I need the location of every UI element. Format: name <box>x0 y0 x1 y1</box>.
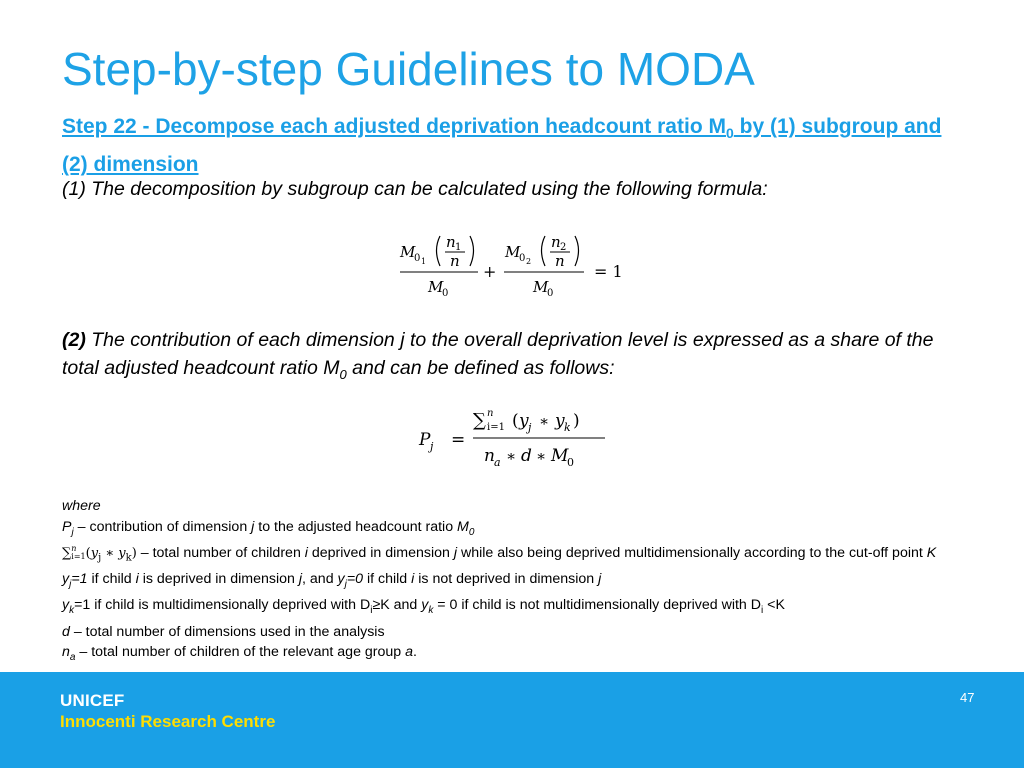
def-pj: $P_j$ – contribution of dimension j to the adjusted headcount ratio $M_0$ <box>62 518 475 538</box>
f2-star-1: ∗ <box>539 412 550 430</box>
f2-m0-sub: 0 <box>567 456 574 469</box>
dimension-formula <box>415 403 615 473</box>
part2-number: (2) <box>62 329 86 351</box>
step-heading-pre: Step 22 - Decompose each adjusted deprivation headcount ratio M <box>62 115 726 138</box>
f2-yk-sub: k <box>564 421 571 434</box>
f1-m02: M <box>505 243 521 261</box>
f1-m01-sub: 0 <box>414 253 421 264</box>
f1-n1: n <box>446 233 456 251</box>
f2-sum-top: n <box>487 408 494 419</box>
f1-n1-sub: 1 <box>455 242 462 253</box>
f1-n2-sub: 2 <box>560 242 567 253</box>
f1-paren-left-2 <box>542 236 546 266</box>
f2-star-3: ∗ <box>536 447 547 465</box>
f2-num-close: ) <box>573 411 580 431</box>
f2-na: n <box>484 446 495 466</box>
f1-equals-one: = 1 <box>594 262 623 281</box>
def-yj: $y_j=1$ if child i is deprived in dimension j, and $y_j=0$ if child i is not deprived in dimension j <box>62 570 602 590</box>
f2-d: d <box>521 446 532 466</box>
f2-pj-sub: j <box>430 440 434 453</box>
step-heading <box>62 111 962 180</box>
slide-title: Step-by-step Guidelines to MODA <box>62 43 755 95</box>
f2-sum-bottom: i=1 <box>487 422 505 433</box>
f1-n-den: n <box>450 252 460 270</box>
f1-m0-b-sub: 0 <box>547 288 554 299</box>
f1-paren-left-1 <box>437 236 441 266</box>
def-yk: $y_k=1$ if child is multidimensionally deprived with $D_i\ge K$ and $y_k = 0$ if child is not multidimensionally deprived with $D_i <K$ <box>62 597 785 617</box>
f1-m02-subsub: 2 <box>526 257 532 266</box>
f1-m0-sub: 0 <box>442 288 449 299</box>
where-label: where <box>62 498 101 514</box>
f1-n2: n <box>551 233 561 251</box>
f2-yj: y <box>519 411 529 431</box>
f2-na-sub: a <box>494 456 501 469</box>
f2-yj-sub: j <box>528 421 532 434</box>
f1-m0: M <box>428 278 444 296</box>
f1-paren-right-2 <box>575 236 579 266</box>
f2-equals: = <box>451 430 466 450</box>
def-d: d – total number of dimensions used in the analysis <box>62 623 385 640</box>
step-heading-sub: 0 <box>725 125 734 142</box>
part2-sub: 0 <box>339 366 347 382</box>
f1-n-den-2: n <box>555 252 565 270</box>
f2-star-2: ∗ <box>506 447 517 465</box>
f1-paren-right-1 <box>470 236 474 266</box>
f2-m0: M <box>551 446 569 466</box>
dimension-contribution-text <box>62 326 967 389</box>
inline-sum: ∑ n i=1 ($y_j$ ∗ $y_k$) <box>62 544 137 564</box>
f1-plus: + <box>483 262 497 281</box>
centre-name: Innocenti Research Centre <box>60 712 276 731</box>
footer-bar <box>0 672 1024 768</box>
part2-text: The contribution of each dimension j to the overall deprivation level is expressed as a share of the total adjusted headcount ratio M <box>62 329 934 379</box>
part2-end: and can be defined as follows: <box>346 357 615 379</box>
subgroup-formula <box>398 230 638 302</box>
f1-m01: M <box>400 243 416 261</box>
f2-sum: ∑ <box>473 410 486 431</box>
org-name: UNICEF <box>60 691 125 710</box>
f1-m0-b: M <box>533 278 549 296</box>
f1-m02-sub: 0 <box>519 253 526 264</box>
def-na: $n_a$ – total number of children of the relevant age group a. <box>62 644 417 663</box>
decomposition-intro: (1) The decomposition by subgroup can be calculated using the following formula: <box>62 178 768 200</box>
def-sum: ∑ n i=1 ($y_j$ ∗ $y_k$) – total number of children i deprived in dimension j while also being deprived multidimensionally according to the cut-off point K <box>62 544 937 564</box>
page-number: 47 <box>960 690 975 705</box>
f2-yk: y <box>555 411 565 431</box>
f2-pj: P <box>419 430 431 450</box>
step-heading-post: by (1) subgroup and (2) dimension <box>62 115 942 177</box>
definitions <box>62 496 967 668</box>
f2-num-open: ( <box>512 411 519 431</box>
f1-m01-subsub: 1 <box>421 257 427 266</box>
